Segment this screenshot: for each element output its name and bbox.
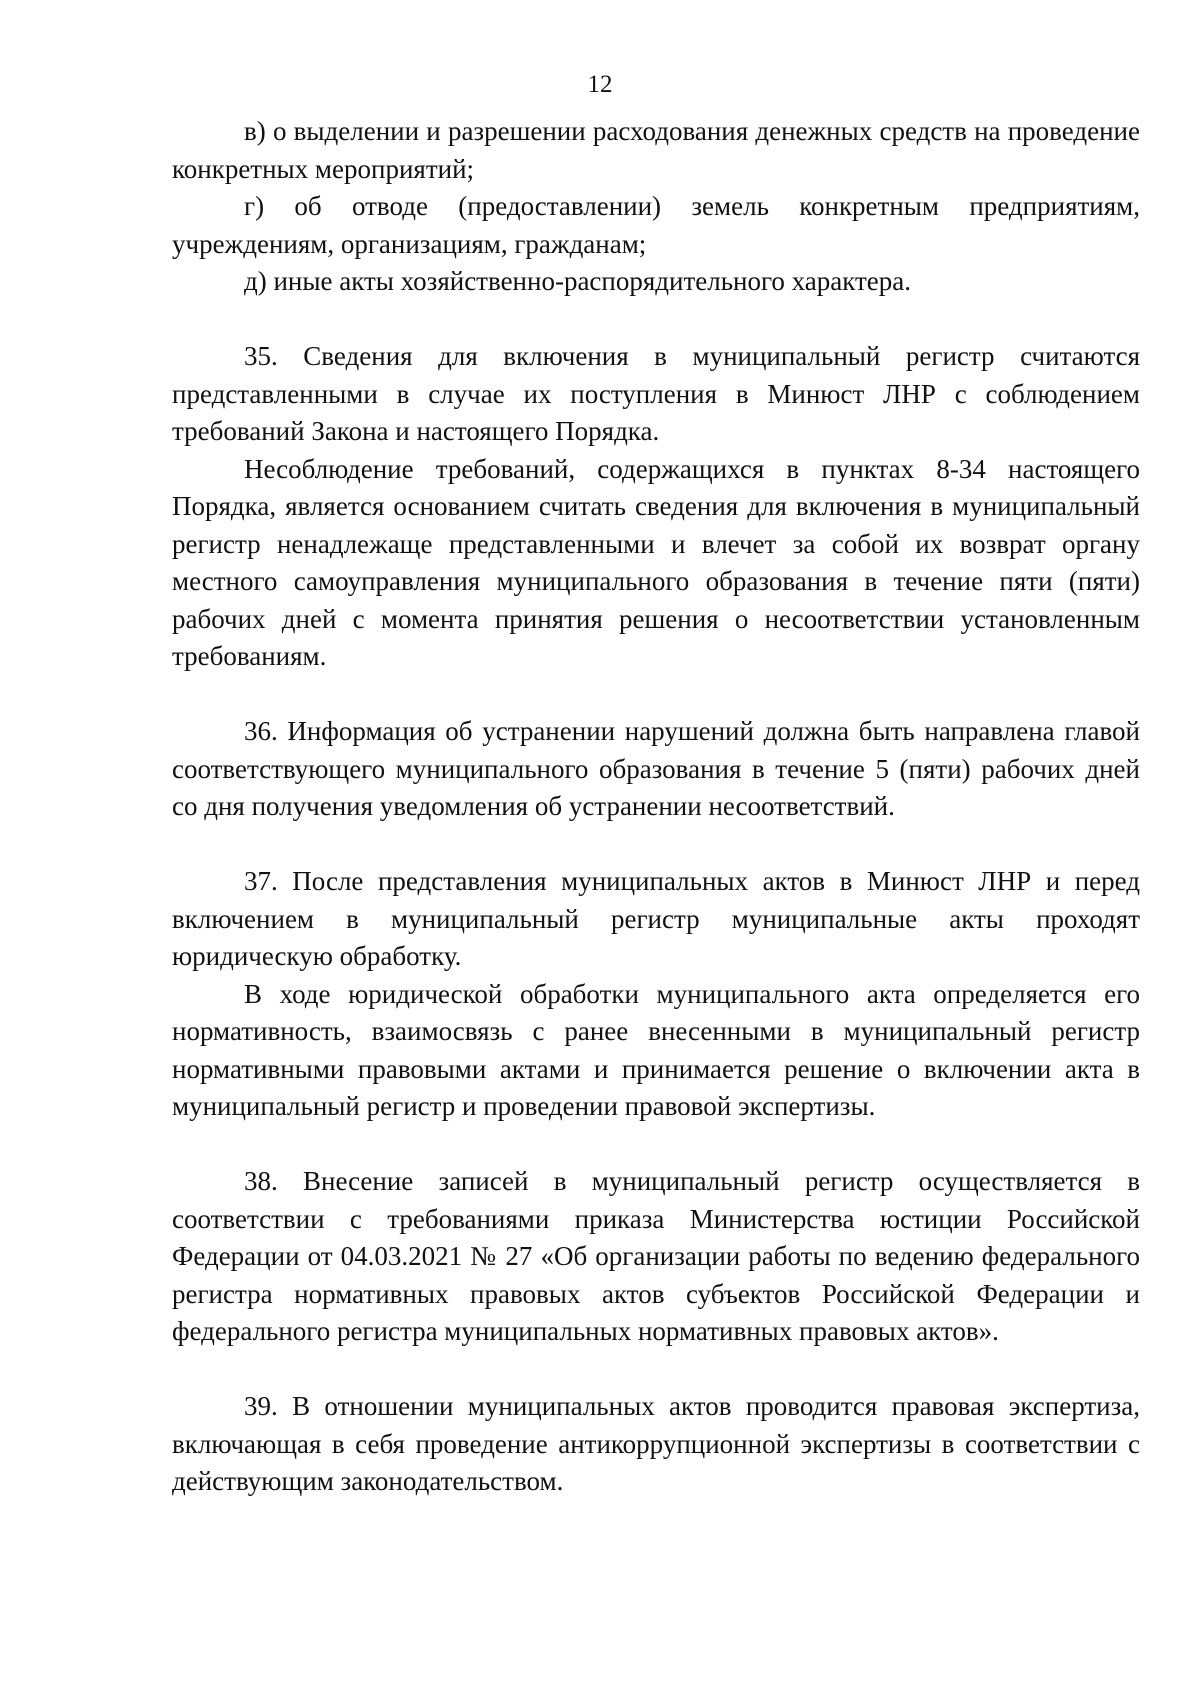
paragraph-clause-37: 37. После представления муниципальных актов в Минюст ЛНР и перед включением в муниципальный регистр муниципальные акты проходят юридическую обработку. [172, 866, 1140, 971]
paragraph-item-v: в) о выделении и разрешении расходования денежных средств на проведение конкретных мероприятий; [172, 116, 1140, 184]
paragraph-clause-35-continuation: Несоблюдение требований, содержащихся в пунктах 8-34 настоящего Порядка, является основанием считать сведения для включения в муниципальный регистр ненадлежаще представленными и влечет за собой их возврат органу местного самоуправления муниципального образования в течение пяти (пяти) рабочих дней с момента принятия решения о несоответствии установленным требованиям. [172, 453, 1140, 671]
paragraph-item-d: д) иные акты хозяйственно-распорядительного характера. [244, 266, 912, 296]
paragraph-clause-36: 36. Информация об устранении нарушений должна быть направлена главой соответствующего муниципального образования в течение 5 (пяти) рабочих дней со дня получения уведомления об устранении несоответствий. [172, 716, 1140, 821]
paragraph-clause-37-continuation: В ходе юридической обработки муниципального акта определяется его нормативность, взаимосвязь с ранее внесенными в муниципальный регистр нормативными правовыми актами и принимается решение о включении акта в муниципальный регистр и проведении правовой экспертизы. [172, 978, 1140, 1121]
page-number: 12 [587, 71, 613, 98]
paragraph-clause-35: 35. Сведения для включения в муниципальный регистр считаются представленными в случае их поступления в Минюст ЛНР с соблюдением требований Закона и настоящего Порядка. [172, 341, 1140, 446]
paragraph-item-g: г) об отводе (предоставлении) земель конкретным предприятиям, учреждениям, организациям, гражданам; [172, 191, 1140, 259]
document-body [172, 113, 1140, 1501]
paragraph-clause-38: 38. Внесение записей в муниципальный регистр осуществляется в соответствии с требованиями приказа Министерства юстиции Российской Федерации от 04.03.2021 № 27 «Об организации работы по ведению федерального регистра нормативных правовых актов субъектов Российской Федерации и федерального регистра муниципальных нормативных правовых актов». [172, 1166, 1140, 1346]
paragraph-clause-39: 39. В отношении муниципальных актов проводится правовая экспертиза, включающая в себя проведение антикоррупционной экспертизы в соответствии с действующим законодательством. [172, 1391, 1140, 1496]
